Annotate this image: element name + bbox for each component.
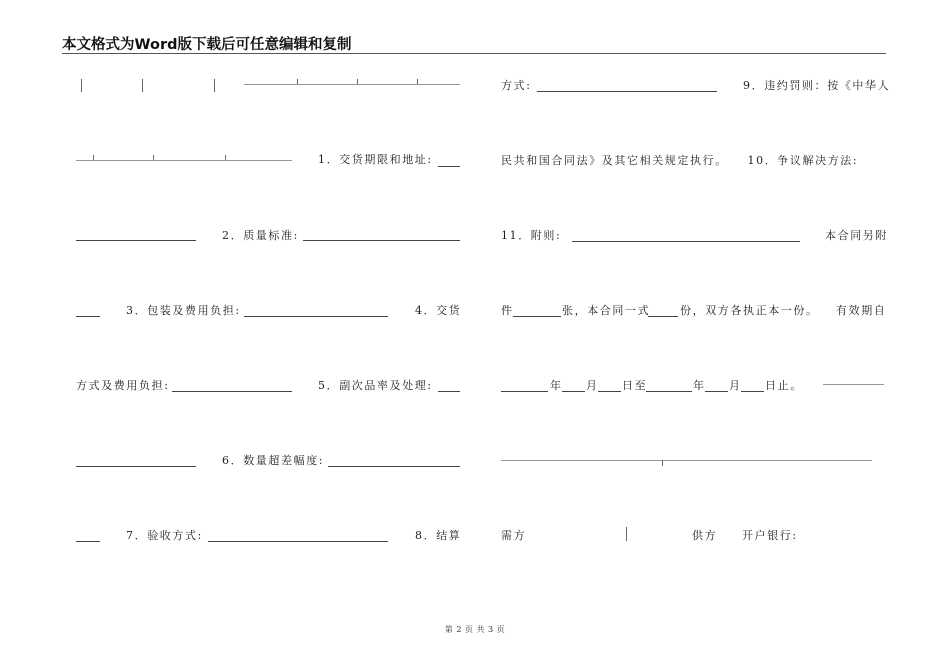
blank-end-day [741,391,764,392]
table-tick-2 [357,79,358,84]
end-year-label: 年 [693,379,706,392]
copies-text: 份，双方各执正本一份。 [680,304,819,317]
table-border-2 [142,79,143,92]
start-month-label: 月 [586,379,599,392]
clause-4-delivery-method-cont: 方式及费用负担: [76,379,170,392]
blank-copies-count [648,316,678,317]
copies-label: 张，本合同一式 [562,304,651,317]
page-number-footer: 第 2 页 共 3 页 [444,625,506,634]
blank-defect-rate-cont [76,466,196,467]
blank-start-year [501,391,548,392]
table-border-1 [81,79,82,92]
blank-defect-rate [438,391,460,392]
clause-7-acceptance: 7．验收方式: [126,529,203,542]
validity-label: 有效期自 [836,304,887,317]
bank-label: 开户银行: [742,529,798,542]
table-rule-3 [823,384,884,385]
blank-attachment-count [513,316,561,317]
clause-11-appendix: 11．附则: [501,229,562,242]
clause-4-delivery-method: 4．交货 [415,304,462,317]
end-month-label: 月 [729,379,742,392]
header-rule [62,53,886,54]
table-tick-4 [93,155,94,160]
start-year-label: 年 [550,379,563,392]
blank-packaging [244,316,388,317]
clause-6-quantity-tolerance: 6．数量超差幅度: [222,454,325,467]
blank-quantity-tolerance [328,466,460,467]
clause-5-defect-rate: 5．副次品率及处理: [318,379,433,392]
table-tick-5 [153,155,154,160]
clause-8-settlement-cont: 方式: [501,79,532,92]
table-border-3 [214,79,215,92]
start-day-label: 日至 [622,379,648,392]
table-tick-7 [662,460,663,466]
blank-delivery-cont [76,240,196,241]
table-tick-3 [417,79,418,84]
demander-label: 需方 [501,529,527,542]
blank-start-day [598,391,621,392]
blank-end-year [646,391,692,392]
blank-quality [303,240,460,241]
appendix-note: 本合同另附 [825,229,888,242]
blank-acceptance [208,541,388,542]
table-tick-6 [225,155,226,160]
blank-delivery-method [172,391,292,392]
table-rule-4 [501,460,872,461]
table-tick-1 [297,79,298,84]
table-border-4 [626,527,627,541]
end-day-label: 日止。 [765,379,803,392]
blank-delivery [438,166,460,167]
blank-start-month [562,391,585,392]
blank-settlement [537,91,717,92]
blank-quantity-tolerance-cont [76,541,100,542]
blank-appendix [572,241,800,242]
clause-1-delivery: 1．交货期限和地址: [318,153,433,166]
clause-8-settlement: 8．结算 [415,529,462,542]
clause-9-10-text: 民共和国合同法》及其它相关规定执行。 10．争议解决方法: [501,154,859,167]
clause-3-packaging: 3．包装及费用负担: [126,304,241,317]
supplier-label: 供方 [692,529,718,542]
table-rule-2 [76,160,292,161]
attachment-label: 件 [501,304,514,317]
blank-quality-cont [76,316,100,317]
blank-end-month [705,391,728,392]
clause-9-penalty: 9．违约罚则：按《中华人 [743,79,891,92]
table-rule-1 [244,84,460,85]
document-header-title: 本文格式为Word版下载后可任意编辑和复制 [62,37,352,53]
clause-2-quality: 2．质量标准: [222,229,299,242]
